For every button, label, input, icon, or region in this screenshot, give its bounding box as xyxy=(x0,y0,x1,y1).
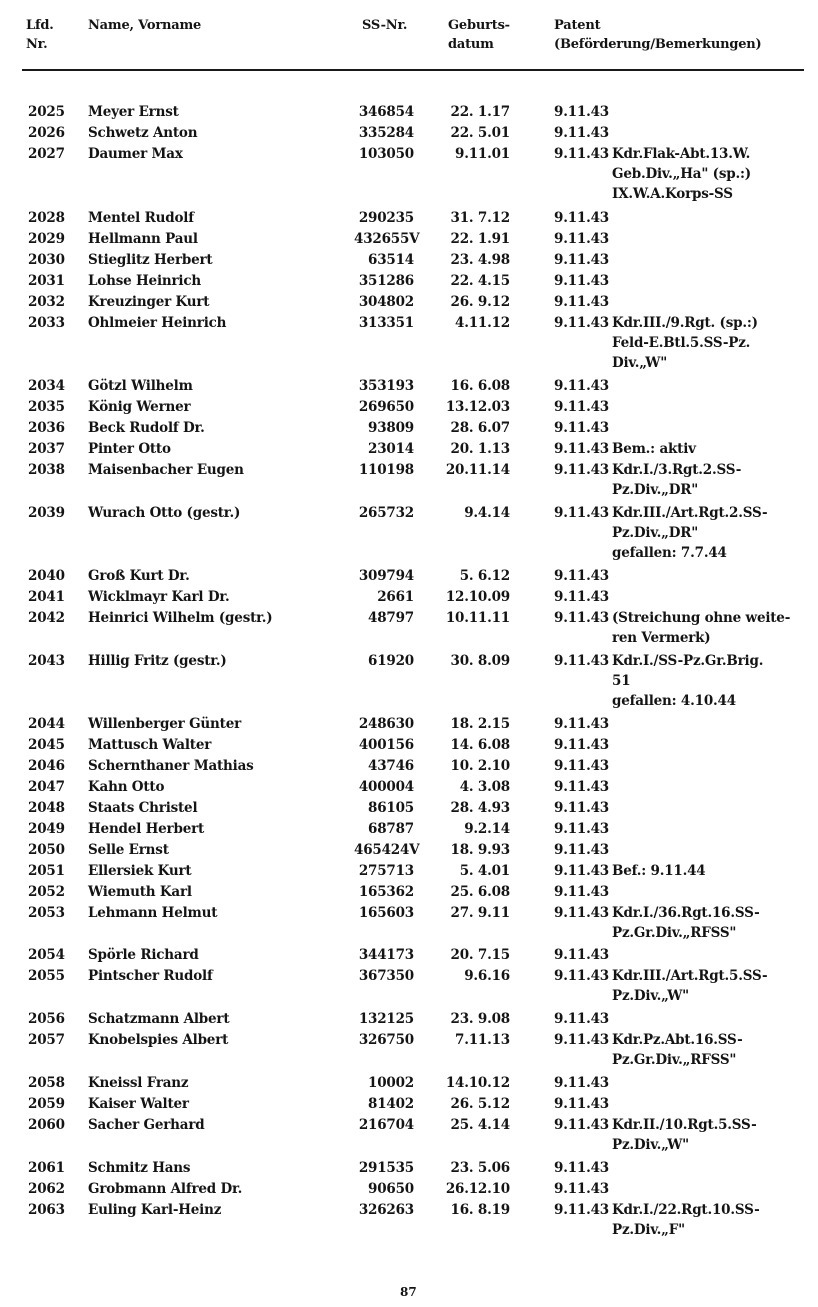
row-birth-date: 13.12.03 xyxy=(445,399,510,415)
remark-line: Kdr.I./22.Rgt.10.SS- xyxy=(612,1202,760,1218)
row-number: 2052 xyxy=(28,884,65,900)
row-patent: 9.11.43 xyxy=(554,821,609,837)
row-birth-date: 28. 6.07 xyxy=(450,420,510,436)
row-birth-date: 23. 5.06 xyxy=(450,1160,510,1176)
row-ss-number: 335284 xyxy=(358,125,414,141)
row-ss-number: 309794 xyxy=(358,568,414,584)
remark-line: Pz.Div.„F" xyxy=(612,1222,685,1238)
row-ss-number: 216704 xyxy=(358,1117,414,1133)
row-remarks xyxy=(612,966,767,1006)
row-birth-date: 9.4.14 xyxy=(464,505,510,521)
row-name: Euling Karl-Heinz xyxy=(88,1202,222,1218)
row-birth-date: 14.10.12 xyxy=(445,1075,510,1091)
row-patent: 9.11.43 xyxy=(554,800,609,816)
row-number: 2056 xyxy=(28,1011,65,1027)
row-number: 2028 xyxy=(28,210,65,226)
row-number: 2063 xyxy=(28,1202,65,1218)
row-ss-number: 275713 xyxy=(358,863,414,879)
row-patent: 9.11.43 xyxy=(554,758,609,774)
row-name: Schwetz Anton xyxy=(88,125,198,141)
remark-line: Kdr.III./Art.Rgt.2.SS- xyxy=(612,505,768,521)
row-number: 2054 xyxy=(28,947,65,963)
row-patent: 9.11.43 xyxy=(554,1096,609,1112)
row-patent: 9.11.43 xyxy=(554,842,609,858)
row-name: König Werner xyxy=(88,399,191,415)
row-name: Sacher Gerhard xyxy=(88,1117,205,1133)
row-patent: 9.11.43 xyxy=(554,779,609,795)
row-birth-date: 20.11.14 xyxy=(445,462,510,478)
row-number: 2049 xyxy=(28,821,65,837)
row-name: Schmitz Hans xyxy=(88,1160,191,1176)
row-name: Staats Christel xyxy=(88,800,198,816)
row-ss-number: 326263 xyxy=(358,1202,414,1218)
remark-line: Kdr.I./SS-Pz.Gr.Brig. xyxy=(612,653,764,669)
row-name: Hillig Fritz (gestr.) xyxy=(88,653,227,669)
row-ss-number: 400004 xyxy=(358,779,414,795)
row-birth-date: 10. 2.10 xyxy=(450,758,510,774)
row-name: Maisenbacher Eugen xyxy=(88,462,244,478)
row-patent: 9.11.43 xyxy=(554,231,609,247)
row-number: 2037 xyxy=(28,441,65,457)
row-name: Ellersiek Kurt xyxy=(88,863,192,879)
row-ss-number: 353193 xyxy=(358,378,414,394)
row-name: Stieglitz Herbert xyxy=(88,252,213,268)
row-birth-date: 26.12.10 xyxy=(445,1181,510,1197)
row-number: 2058 xyxy=(28,1075,65,1091)
row-ss-number: 110198 xyxy=(358,462,414,478)
row-patent: 9.11.43 xyxy=(554,1202,609,1218)
row-number: 2025 xyxy=(28,104,65,120)
header-nr-line2: Nr. xyxy=(26,37,48,52)
row-name: Lohse Heinrich xyxy=(88,273,201,289)
row-patent: 9.11.43 xyxy=(554,968,609,984)
row-number: 2048 xyxy=(28,800,65,816)
row-ss-number: 165603 xyxy=(358,905,414,921)
row-number: 2039 xyxy=(28,505,65,521)
row-remarks xyxy=(612,1200,760,1240)
row-patent: 9.11.43 xyxy=(554,378,609,394)
row-patent: 9.11.43 xyxy=(554,1117,609,1133)
row-birth-date: 4.11.12 xyxy=(455,315,510,331)
row-patent: 9.11.43 xyxy=(554,294,609,310)
row-patent: 9.11.43 xyxy=(554,441,609,457)
row-birth-date: 10.11.11 xyxy=(445,610,510,626)
row-number: 2034 xyxy=(28,378,65,394)
row-name: Grobmann Alfred Dr. xyxy=(88,1181,243,1197)
row-name: Kaiser Walter xyxy=(88,1096,189,1112)
row-name: Schernthaner Mathias xyxy=(88,758,254,774)
row-name: Selle Ernst xyxy=(88,842,169,858)
row-number: 2041 xyxy=(28,589,65,605)
row-number: 2035 xyxy=(28,399,65,415)
remark-line: gefallen: 7.7.44 xyxy=(612,545,727,561)
row-number: 2043 xyxy=(28,653,65,669)
row-remarks xyxy=(612,1030,743,1070)
remark-line: Kdr.I./3.Rgt.2.SS- xyxy=(612,462,742,478)
row-birth-date: 4. 3.08 xyxy=(459,779,510,795)
row-birth-date: 22. 1.91 xyxy=(450,231,510,247)
remark-line: Bem.: aktiv xyxy=(612,441,696,457)
row-ss-number: 313351 xyxy=(358,315,414,331)
remark-line: Geb.Div.„Ha" (sp.:) xyxy=(612,166,751,182)
row-ss-number: 68787 xyxy=(368,821,414,837)
row-birth-date: 31. 7.12 xyxy=(450,210,510,226)
header-geb-line2: datum xyxy=(448,37,494,52)
row-birth-date: 9.6.16 xyxy=(464,968,510,984)
row-name: Wurach Otto (gestr.) xyxy=(88,505,241,521)
row-birth-date: 27. 9.11 xyxy=(450,905,510,921)
remark-line: Pz.Gr.Div.„RFSS" xyxy=(612,1052,737,1068)
row-name: Heinrici Wilhelm (gestr.) xyxy=(88,610,273,626)
row-remarks xyxy=(612,460,741,500)
remark-line: (Streichung ohne weite- xyxy=(612,610,791,626)
row-ss-number: 132125 xyxy=(358,1011,414,1027)
row-patent: 9.11.43 xyxy=(554,462,609,478)
row-number: 2053 xyxy=(28,905,65,921)
row-name: Hellmann Paul xyxy=(88,231,198,247)
row-remarks xyxy=(612,439,696,459)
row-ss-number: 90650 xyxy=(368,1181,414,1197)
row-birth-date: 26. 9.12 xyxy=(450,294,510,310)
row-birth-date: 25. 4.14 xyxy=(450,1117,510,1133)
row-number: 2029 xyxy=(28,231,65,247)
row-number: 2027 xyxy=(28,146,65,162)
row-ss-number: 432655V xyxy=(354,231,420,247)
remark-line: Pz.Div.„W" xyxy=(612,1137,690,1153)
row-patent: 9.11.43 xyxy=(554,420,609,436)
row-patent: 9.11.43 xyxy=(554,905,609,921)
row-remarks xyxy=(612,903,760,943)
row-patent: 9.11.43 xyxy=(554,1181,609,1197)
row-birth-date: 9.2.14 xyxy=(464,821,510,837)
remark-line: Div.„W" xyxy=(612,355,668,371)
row-ss-number: 86105 xyxy=(368,800,414,816)
row-name: Willenberger Günter xyxy=(88,716,241,732)
row-ss-number: 265732 xyxy=(358,505,414,521)
row-name: Mattusch Walter xyxy=(88,737,212,753)
header-geb-line1: Geburts- xyxy=(448,18,510,33)
row-number: 2040 xyxy=(28,568,65,584)
row-patent: 9.11.43 xyxy=(554,252,609,268)
row-number: 2059 xyxy=(28,1096,65,1112)
row-birth-date: 16. 6.08 xyxy=(450,378,510,394)
row-ss-number: 10002 xyxy=(368,1075,414,1091)
row-number: 2057 xyxy=(28,1032,65,1048)
row-patent: 9.11.43 xyxy=(554,653,609,669)
row-ss-number: 103050 xyxy=(358,146,414,162)
row-birth-date: 5. 4.01 xyxy=(459,863,510,879)
row-number: 2038 xyxy=(28,462,65,478)
row-name: Schatzmann Albert xyxy=(88,1011,230,1027)
row-number: 2050 xyxy=(28,842,65,858)
row-name: Pinter Otto xyxy=(88,441,171,457)
row-ss-number: 326750 xyxy=(358,1032,414,1048)
header-name: Name, Vorname xyxy=(88,18,202,33)
row-ss-number: 344173 xyxy=(358,947,414,963)
header-patent-line2: (Beförderung/Bemerkungen) xyxy=(554,37,762,52)
row-remarks xyxy=(612,608,790,648)
row-number: 2026 xyxy=(28,125,65,141)
row-ss-number: 48797 xyxy=(368,610,414,626)
remark-line: Kdr.III./9.Rgt. (sp.:) xyxy=(612,315,758,331)
row-patent: 9.11.43 xyxy=(554,505,609,521)
row-birth-date: 25. 6.08 xyxy=(450,884,510,900)
row-ss-number: 351286 xyxy=(358,273,414,289)
row-patent: 9.11.43 xyxy=(554,1075,609,1091)
remark-line: Bef.: 9.11.44 xyxy=(612,863,706,879)
header-geb xyxy=(448,16,510,54)
row-ss-number: 367350 xyxy=(358,968,414,984)
page-number: 87 xyxy=(400,1285,417,1299)
row-number: 2062 xyxy=(28,1181,65,1197)
header-nr xyxy=(26,16,54,54)
row-name: Lehmann Helmut xyxy=(88,905,218,921)
remark-line: gefallen: 4.10.44 xyxy=(612,693,736,709)
remark-line: Pz.Div.„DR" xyxy=(612,482,699,498)
header-rule xyxy=(22,69,804,71)
row-birth-date: 30. 8.09 xyxy=(450,653,510,669)
row-number: 2042 xyxy=(28,610,65,626)
row-birth-date: 22. 5.01 xyxy=(450,125,510,141)
remark-line: Feld-E.Btl.5.SS-Pz. xyxy=(612,335,751,351)
row-birth-date: 9.11.01 xyxy=(455,146,510,162)
row-patent: 9.11.43 xyxy=(554,210,609,226)
row-ss-number: 23014 xyxy=(368,441,414,457)
row-patent: 9.11.43 xyxy=(554,589,609,605)
row-name: Kneissl Franz xyxy=(88,1075,189,1091)
row-name: Daumer Max xyxy=(88,146,183,162)
row-name: Beck Rudolf Dr. xyxy=(88,420,205,436)
row-patent: 9.11.43 xyxy=(554,399,609,415)
row-patent: 9.11.43 xyxy=(554,104,609,120)
row-ss-number: 465424V xyxy=(354,842,420,858)
row-birth-date: 18. 9.93 xyxy=(450,842,510,858)
row-number: 2030 xyxy=(28,252,65,268)
remark-line: IX.W.A.Korps-SS xyxy=(612,186,733,202)
row-name: Hendel Herbert xyxy=(88,821,205,837)
row-number: 2032 xyxy=(28,294,65,310)
row-patent: 9.11.43 xyxy=(554,1032,609,1048)
row-ss-number: 304802 xyxy=(358,294,414,310)
row-remarks xyxy=(612,313,758,373)
remark-line: Kdr.Flak-Abt.13.W. xyxy=(612,146,751,162)
remark-line: Kdr.II./10.Rgt.5.SS- xyxy=(612,1117,757,1133)
remark-line: 51 xyxy=(612,673,631,689)
row-ss-number: 290235 xyxy=(358,210,414,226)
remark-line: Pz.Div.„DR" xyxy=(612,525,699,541)
row-number: 2033 xyxy=(28,315,65,331)
row-name: Knobelspies Albert xyxy=(88,1032,229,1048)
row-ss-number: 346854 xyxy=(358,104,414,120)
row-name: Götzl Wilhelm xyxy=(88,378,193,394)
row-number: 2046 xyxy=(28,758,65,774)
row-number: 2044 xyxy=(28,716,65,732)
row-number: 2047 xyxy=(28,779,65,795)
row-remarks xyxy=(612,651,763,711)
remark-line: Pz.Div.„W" xyxy=(612,988,690,1004)
row-number: 2036 xyxy=(28,420,65,436)
row-birth-date: 23. 9.08 xyxy=(450,1011,510,1027)
header-ss: SS-Nr. xyxy=(362,18,408,33)
row-number: 2045 xyxy=(28,737,65,753)
row-remarks xyxy=(612,861,705,881)
row-name: Meyer Ernst xyxy=(88,104,179,120)
row-name: Kahn Otto xyxy=(88,779,165,795)
row-number: 2031 xyxy=(28,273,65,289)
row-birth-date: 23. 4.98 xyxy=(450,252,510,268)
row-patent: 9.11.43 xyxy=(554,125,609,141)
row-birth-date: 26. 5.12 xyxy=(450,1096,510,1112)
row-birth-date: 7.11.13 xyxy=(455,1032,510,1048)
remark-line: Kdr.Pz.Abt.16.SS- xyxy=(612,1032,743,1048)
row-patent: 9.11.43 xyxy=(554,947,609,963)
row-number: 2060 xyxy=(28,1117,65,1133)
row-name: Groß Kurt Dr. xyxy=(88,568,190,584)
row-ss-number: 269650 xyxy=(358,399,414,415)
row-name: Kreuzinger Kurt xyxy=(88,294,210,310)
row-name: Pintscher Rudolf xyxy=(88,968,213,984)
row-patent: 9.11.43 xyxy=(554,315,609,331)
header-nr-line1: Lfd. xyxy=(26,18,54,33)
row-ss-number: 2661 xyxy=(377,589,414,605)
remark-line: Kdr.III./Art.Rgt.5.SS- xyxy=(612,968,768,984)
row-birth-date: 22. 4.15 xyxy=(450,273,510,289)
row-ss-number: 291535 xyxy=(358,1160,414,1176)
row-patent: 9.11.43 xyxy=(554,610,609,626)
row-patent: 9.11.43 xyxy=(554,1160,609,1176)
row-remarks xyxy=(612,1115,756,1155)
row-number: 2061 xyxy=(28,1160,65,1176)
row-name: Ohlmeier Heinrich xyxy=(88,315,227,331)
row-ss-number: 81402 xyxy=(368,1096,414,1112)
row-birth-date: 20. 1.13 xyxy=(450,441,510,457)
header-patent-line1: Patent xyxy=(554,18,601,33)
row-remarks xyxy=(612,144,751,204)
row-birth-date: 18. 2.15 xyxy=(450,716,510,732)
row-birth-date: 16. 8.19 xyxy=(450,1202,510,1218)
row-ss-number: 93809 xyxy=(368,420,414,436)
row-patent: 9.11.43 xyxy=(554,1011,609,1027)
row-birth-date: 14. 6.08 xyxy=(450,737,510,753)
row-ss-number: 61920 xyxy=(368,653,414,669)
row-patent: 9.11.43 xyxy=(554,146,609,162)
remark-line: ren Vermerk) xyxy=(612,630,711,646)
header-patent xyxy=(554,16,761,54)
remark-line: Kdr.I./36.Rgt.16.SS- xyxy=(612,905,760,921)
row-number: 2051 xyxy=(28,863,65,879)
row-patent: 9.11.43 xyxy=(554,716,609,732)
row-patent: 9.11.43 xyxy=(554,273,609,289)
row-name: Spörle Richard xyxy=(88,947,199,963)
row-patent: 9.11.43 xyxy=(554,884,609,900)
row-patent: 9.11.43 xyxy=(554,568,609,584)
row-name: Wicklmayr Karl Dr. xyxy=(88,589,230,605)
row-number: 2055 xyxy=(28,968,65,984)
row-birth-date: 28. 4.93 xyxy=(450,800,510,816)
remark-line: Pz.Gr.Div.„RFSS" xyxy=(612,925,737,941)
row-name: Mentel Rudolf xyxy=(88,210,194,226)
row-remarks xyxy=(612,503,767,563)
row-name: Wiemuth Karl xyxy=(88,884,192,900)
row-birth-date: 12.10.09 xyxy=(445,589,510,605)
row-ss-number: 63514 xyxy=(368,252,414,268)
row-birth-date: 5. 6.12 xyxy=(459,568,510,584)
row-birth-date: 22. 1.17 xyxy=(450,104,510,120)
row-birth-date: 20. 7.15 xyxy=(450,947,510,963)
row-ss-number: 400156 xyxy=(358,737,414,753)
row-patent: 9.11.43 xyxy=(554,737,609,753)
row-patent: 9.11.43 xyxy=(554,863,609,879)
row-ss-number: 248630 xyxy=(358,716,414,732)
row-ss-number: 165362 xyxy=(358,884,414,900)
row-ss-number: 43746 xyxy=(368,758,414,774)
